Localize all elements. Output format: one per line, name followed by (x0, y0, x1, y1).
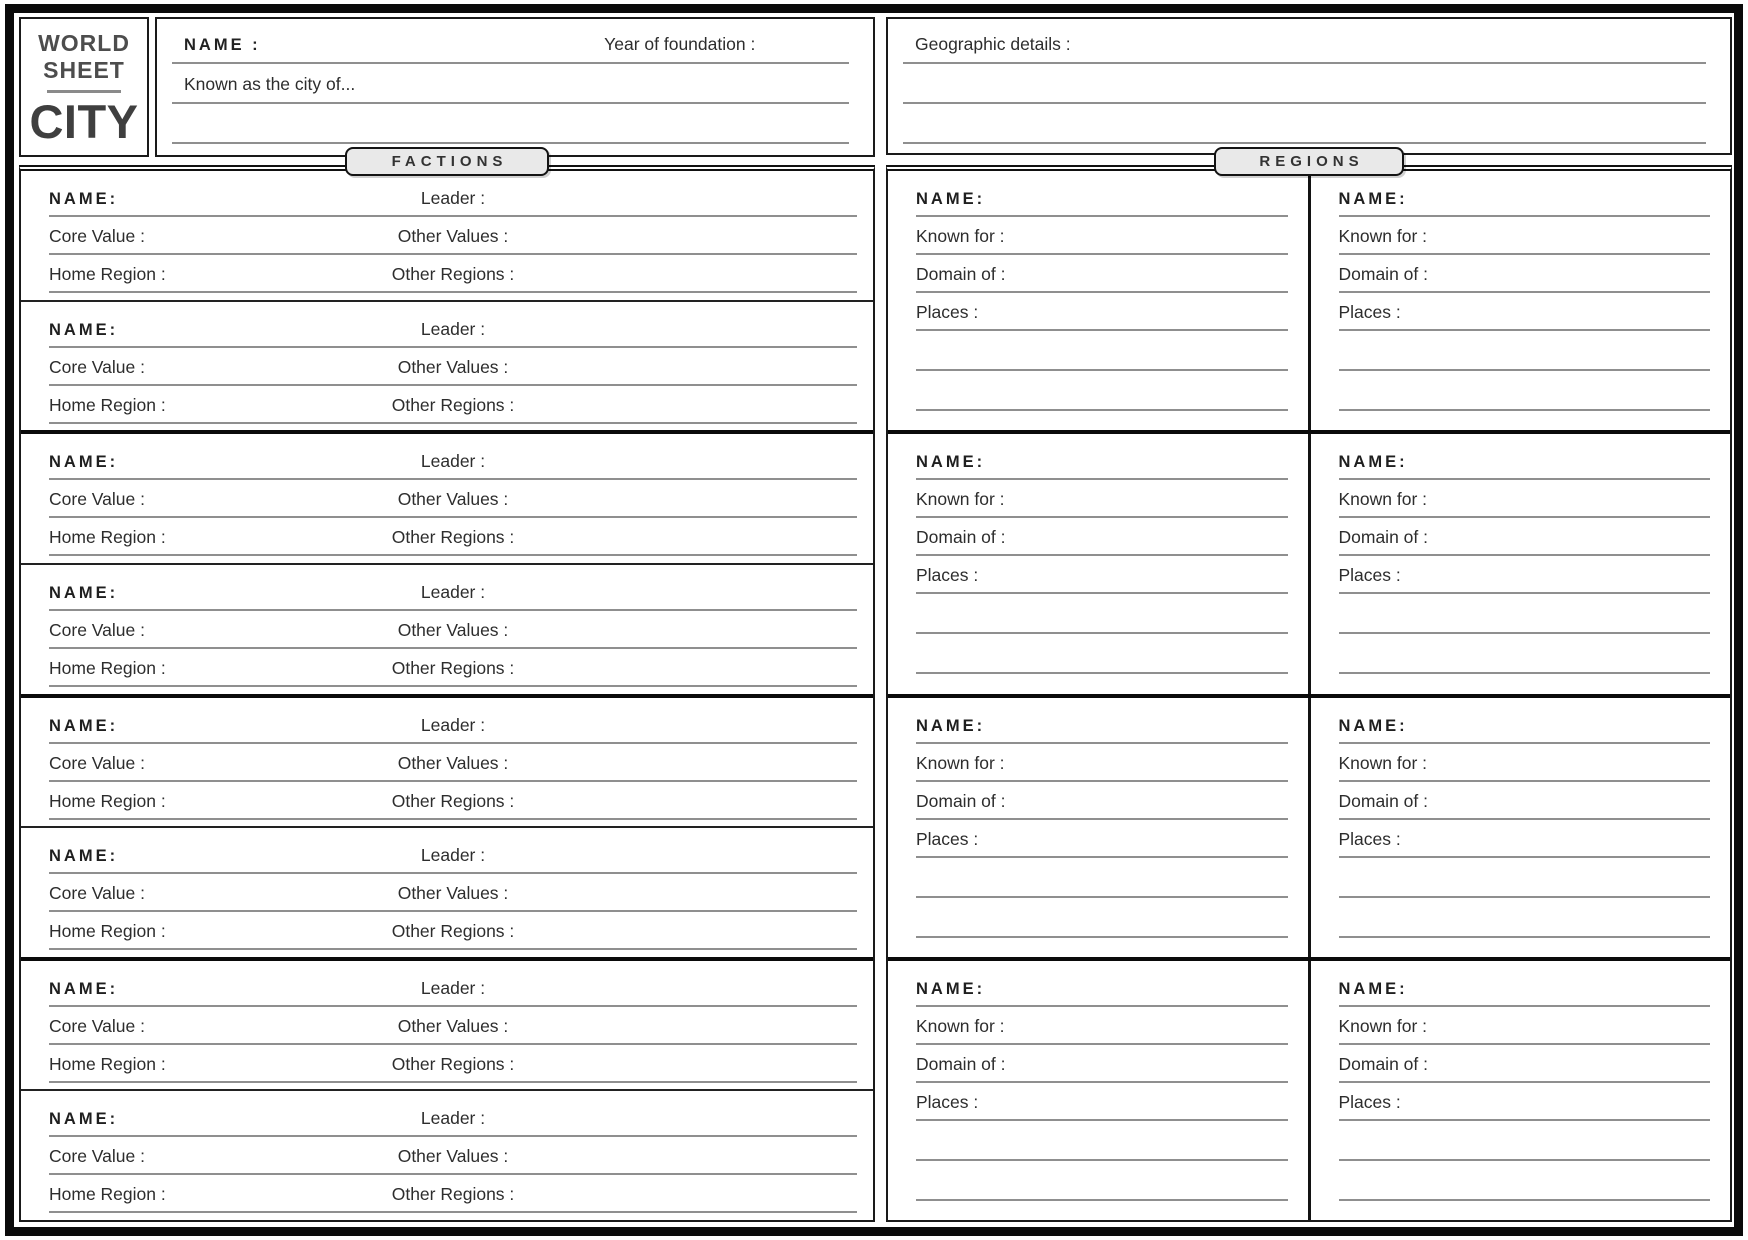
faction-core-value-label: Core Value : (49, 1146, 145, 1167)
faction-name-label: NAME: (49, 716, 119, 735)
faction-regions-row (49, 386, 857, 424)
region-name-label: NAME: (916, 453, 986, 472)
faction-name-label: NAME: (49, 1110, 119, 1129)
faction-home-region-label: Home Region : (49, 394, 166, 415)
faction-other-values-label: Other Values : (397, 1146, 509, 1167)
region-block (888, 171, 1311, 430)
region-places-row (1339, 556, 1711, 594)
faction-leader-label: Leader : (420, 581, 486, 602)
faction-leader-label: Leader : (420, 451, 486, 472)
faction-home-region-label: Home Region : (49, 790, 166, 811)
region-places-row (1339, 820, 1711, 858)
regions-panel (886, 165, 1732, 1222)
faction-core-value-label: Core Value : (49, 489, 145, 510)
region-domain-of-label: Domain of : (1338, 790, 1428, 811)
regions-section-badge (1214, 147, 1404, 176)
region-places-label: Places : (916, 302, 979, 322)
faction-name-row (49, 698, 857, 744)
region-name-label: NAME: (1338, 716, 1408, 735)
region-name-row (916, 700, 1288, 744)
region-domain-of-label: Domain of : (1338, 1053, 1428, 1074)
region-known-for-label: Known for : (916, 752, 1005, 773)
faction-regions-row (49, 912, 857, 950)
faction-name-label: NAME: (49, 453, 119, 472)
faction-block (21, 961, 873, 1092)
region-blank-row (916, 594, 1288, 634)
year-of-foundation-label: Year of foundation : (604, 34, 756, 54)
faction-core-value-label: Core Value : (49, 619, 145, 640)
region-band (888, 957, 1730, 1220)
region-domain-row (916, 1045, 1288, 1083)
faction-home-region-label: Home Region : (49, 921, 166, 942)
region-known-for-row (916, 480, 1288, 518)
faction-block (21, 828, 873, 961)
faction-leader-label: Leader : (420, 714, 486, 735)
region-blank-row (916, 1161, 1288, 1201)
faction-other-regions-label: Other Regions : (391, 264, 515, 284)
regions-section-title: REGIONS (1259, 153, 1364, 170)
region-known-for-row (1339, 480, 1711, 518)
faction-name-label: NAME: (49, 320, 119, 339)
factions-section-title: FACTIONS (391, 153, 508, 170)
faction-values-row (49, 1137, 857, 1175)
region-blank-row (1339, 1161, 1711, 1201)
faction-regions-row (49, 782, 857, 820)
faction-other-values-label: Other Values : (397, 356, 509, 377)
faction-values-row (49, 217, 857, 255)
region-places-row (1339, 293, 1711, 331)
logo-sheet: SHEET (43, 57, 125, 83)
region-known-for-label: Known for : (916, 1015, 1005, 1036)
region-known-for-label: Known for : (1338, 752, 1428, 773)
faction-core-value-label: Core Value : (49, 226, 145, 246)
region-name-row (916, 436, 1288, 480)
region-places-label: Places : (1338, 828, 1401, 849)
region-places-row (916, 1083, 1288, 1121)
faction-core-value-label: Core Value : (49, 356, 145, 377)
region-block (1311, 698, 1731, 957)
known-as-row (172, 64, 849, 104)
region-name-row (1339, 173, 1711, 217)
faction-name-label: NAME: (49, 847, 119, 866)
region-blank-row (916, 371, 1288, 411)
region-block (1311, 434, 1731, 693)
faction-values-row (49, 744, 857, 782)
faction-regions-row (49, 649, 857, 687)
region-blank-row (916, 898, 1288, 938)
factions-panel (19, 165, 875, 1222)
known-as-blank-row (172, 104, 849, 144)
region-places-label: Places : (1338, 302, 1401, 322)
city-name-row (172, 19, 849, 64)
region-block (888, 434, 1311, 693)
faction-other-values-label: Other Values : (397, 619, 509, 640)
region-blank-row (1339, 594, 1711, 634)
known-as-label: Known as the city of... (184, 74, 356, 94)
region-known-for-label: Known for : (916, 226, 1005, 246)
region-blank-row (916, 858, 1288, 898)
region-name-label: NAME: (916, 716, 986, 735)
region-domain-of-label: Domain of : (916, 264, 1006, 284)
faction-values-row (49, 480, 857, 518)
faction-home-region-label: Home Region : (49, 1184, 166, 1205)
faction-other-regions-label: Other Regions : (391, 657, 515, 678)
region-places-row (1339, 1083, 1711, 1121)
faction-core-value-label: Core Value : (49, 883, 145, 904)
faction-leader-label: Leader : (420, 318, 486, 339)
region-domain-row (1339, 255, 1711, 293)
region-name-label: NAME: (1338, 190, 1408, 208)
faction-home-region-label: Home Region : (49, 1053, 166, 1074)
geographic-details-panel (886, 17, 1732, 155)
faction-other-regions-label: Other Regions : (391, 921, 515, 942)
geographic-details-row (903, 19, 1706, 64)
region-name-row (1339, 436, 1711, 480)
region-name-row (1339, 700, 1711, 744)
region-blank-row (916, 634, 1288, 674)
geographic-details-label: Geographic details : (915, 34, 1071, 54)
region-domain-row (1339, 518, 1711, 556)
region-places-label: Places : (1338, 565, 1401, 586)
faction-core-value-label: Core Value : (49, 752, 145, 773)
region-domain-of-label: Domain of : (1338, 264, 1428, 284)
region-known-for-label: Known for : (916, 489, 1005, 510)
faction-name-label: NAME: (49, 979, 119, 998)
faction-block (21, 698, 873, 829)
faction-other-values-label: Other Values : (397, 489, 509, 510)
region-name-label: NAME: (1338, 453, 1408, 472)
faction-leader-label: Leader : (420, 188, 486, 208)
region-known-for-label: Known for : (1338, 489, 1428, 510)
region-blank-row (1339, 858, 1711, 898)
region-name-label: NAME: (1338, 979, 1408, 998)
faction-values-row (49, 874, 857, 912)
region-name-row (916, 963, 1288, 1007)
region-known-for-row (916, 744, 1288, 782)
faction-name-label: NAME: (49, 190, 119, 208)
logo-divider (47, 90, 121, 93)
region-known-for-label: Known for : (1338, 226, 1428, 246)
region-places-row (916, 556, 1288, 594)
faction-core-value-label: Core Value : (49, 1015, 145, 1036)
region-blank-row (1339, 371, 1711, 411)
faction-other-regions-label: Other Regions : (391, 394, 515, 415)
logo-city: CITY (29, 95, 139, 148)
faction-block (21, 434, 873, 565)
region-domain-row (916, 782, 1288, 820)
faction-home-region-label: Home Region : (49, 527, 166, 548)
faction-other-values-label: Other Values : (397, 226, 509, 246)
region-domain-row (916, 518, 1288, 556)
region-blank-row (916, 1121, 1288, 1161)
region-known-for-row (916, 1007, 1288, 1045)
faction-name-row (49, 434, 857, 480)
faction-block (21, 1091, 873, 1220)
faction-other-regions-label: Other Regions : (391, 527, 515, 548)
region-places-label: Places : (916, 828, 979, 849)
region-known-for-row (1339, 1007, 1711, 1045)
faction-values-row (49, 1007, 857, 1045)
faction-name-row (49, 302, 857, 348)
faction-other-regions-label: Other Regions : (391, 790, 515, 811)
faction-name-row (49, 961, 857, 1007)
faction-leader-label: Leader : (420, 1108, 486, 1129)
faction-other-regions-label: Other Regions : (391, 1184, 515, 1205)
region-band (888, 694, 1730, 957)
faction-leader-label: Leader : (420, 845, 486, 866)
region-block (888, 961, 1311, 1220)
region-blank-row (1339, 634, 1711, 674)
faction-regions-row (49, 1045, 857, 1083)
region-domain-of-label: Domain of : (916, 1053, 1006, 1074)
faction-block (21, 565, 873, 698)
geographic-blank-row (903, 64, 1706, 104)
region-block (1311, 961, 1731, 1220)
region-blank-row (1339, 1121, 1711, 1161)
region-domain-row (916, 255, 1288, 293)
region-known-for-row (916, 217, 1288, 255)
region-places-label: Places : (1338, 1091, 1401, 1112)
city-name-label: NAME : (184, 36, 261, 54)
region-domain-row (1339, 782, 1711, 820)
faction-regions-row (49, 1175, 857, 1213)
faction-block (21, 302, 873, 435)
faction-name-row (49, 171, 857, 217)
faction-regions-row (49, 255, 857, 293)
region-places-label: Places : (916, 1091, 979, 1112)
region-known-for-row (1339, 217, 1711, 255)
logo-world: WORLD (38, 30, 130, 56)
faction-values-row (49, 348, 857, 386)
faction-name-row (49, 828, 857, 874)
region-name-label: NAME: (916, 190, 986, 208)
region-domain-of-label: Domain of : (916, 790, 1006, 811)
logo-box (19, 17, 149, 157)
region-domain-row (1339, 1045, 1711, 1083)
faction-home-region-label: Home Region : (49, 657, 166, 678)
region-known-for-row (1339, 744, 1711, 782)
region-places-label: Places : (916, 565, 979, 586)
faction-other-regions-label: Other Regions : (391, 1053, 515, 1074)
region-blank-row (1339, 331, 1711, 371)
faction-leader-label: Leader : (420, 977, 486, 998)
city-name-panel (155, 17, 875, 157)
faction-regions-row (49, 518, 857, 556)
region-name-label: NAME: (916, 979, 986, 998)
faction-home-region-label: Home Region : (49, 264, 166, 284)
region-places-row (916, 820, 1288, 858)
faction-values-row (49, 611, 857, 649)
region-name-row (1339, 963, 1711, 1007)
faction-other-values-label: Other Values : (397, 752, 509, 773)
region-places-row (916, 293, 1288, 331)
faction-block (21, 171, 873, 302)
faction-other-values-label: Other Values : (397, 1015, 509, 1036)
region-blank-row (916, 331, 1288, 371)
faction-name-label: NAME: (49, 583, 119, 602)
faction-other-values-label: Other Values : (397, 883, 509, 904)
region-band (888, 430, 1730, 693)
geographic-blank-row (903, 104, 1706, 144)
region-known-for-label: Known for : (1338, 1015, 1428, 1036)
region-domain-of-label: Domain of : (1338, 527, 1428, 548)
region-name-row (916, 173, 1288, 217)
region-block (1311, 171, 1731, 430)
faction-name-row (49, 565, 857, 611)
region-blank-row (1339, 898, 1711, 938)
region-block (888, 698, 1311, 957)
region-band (888, 171, 1730, 430)
factions-section-badge (345, 147, 549, 176)
region-domain-of-label: Domain of : (916, 527, 1006, 548)
faction-name-row (49, 1091, 857, 1137)
